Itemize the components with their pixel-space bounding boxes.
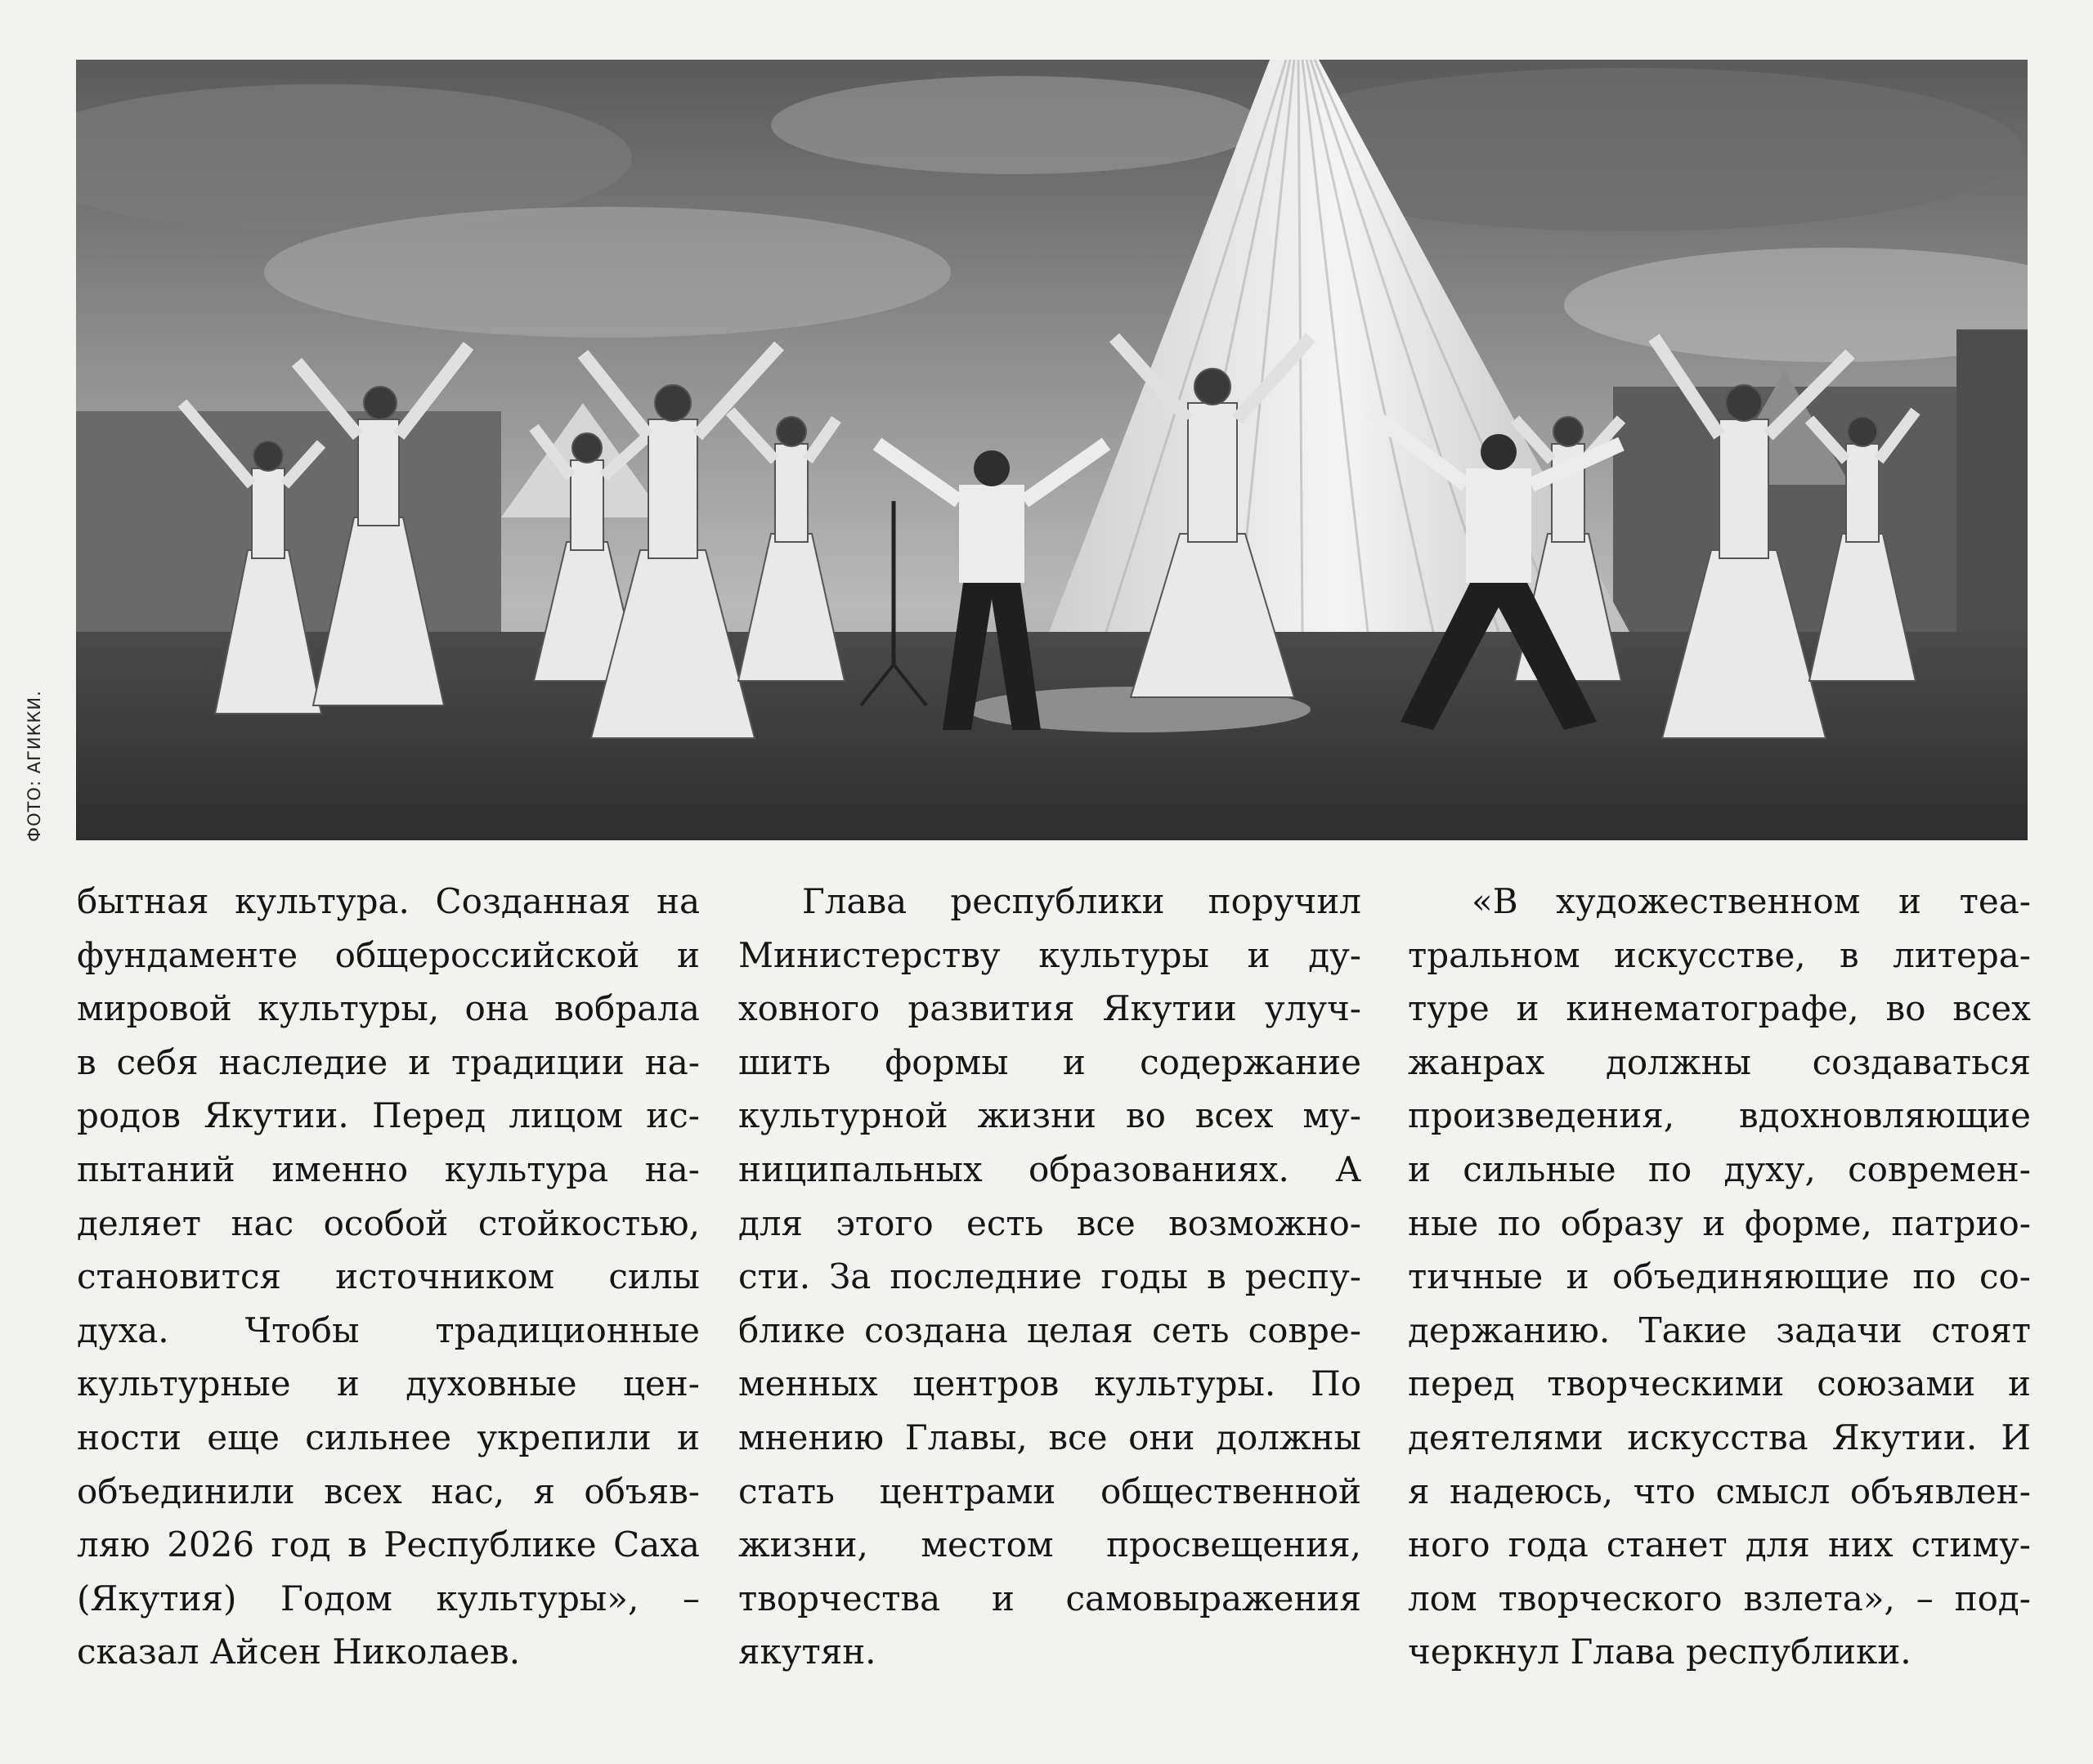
article-column-2	[738, 875, 1361, 1679]
text-line: культурной жизни во всех му-	[738, 1095, 1361, 1136]
text-line: объединили всех нас, я объяв-	[77, 1471, 700, 1511]
text-line: «В художественном и теа-	[1472, 881, 2031, 921]
text-line: мнению Главы, все они должны	[738, 1417, 1361, 1457]
text-line: становится источником силы	[77, 1256, 700, 1297]
text-line: тральном искусстве, в литера-	[1408, 934, 2031, 975]
text-line: ляю 2026 год в Республике Саха	[77, 1524, 700, 1565]
text-line: мировой культуры, она вобрала	[77, 988, 700, 1029]
text-line: перед творческими союзами и	[1408, 1363, 2031, 1404]
text-line: я надеюсь, что смысл объявлен-	[1408, 1471, 2031, 1511]
text-line: фундаменте общероссийской и	[77, 934, 700, 975]
text-line: произведения, вдохновляющие	[1408, 1095, 2031, 1136]
text-line: Министерству культуры и ду-	[738, 934, 1361, 975]
text-line: деляет нас особой стойкостью,	[77, 1202, 700, 1243]
text-line: блике создана целая сеть совре-	[738, 1310, 1361, 1350]
text-line: деятелями искусства Якутии. И	[1408, 1417, 2031, 1457]
text-line: шить формы и содержание	[738, 1041, 1361, 1082]
text-line: в себя наследие и традиции на-	[77, 1041, 700, 1082]
text-line: черкнул Глава республики.	[1408, 1632, 1911, 1672]
text-line: сти. За последние годы в респу-	[738, 1256, 1361, 1297]
text-line: пытаний именно культура на-	[77, 1148, 700, 1189]
text-line: и сильные по духу, современ-	[1408, 1148, 2031, 1189]
photo-credit: ФОТО: АГИККИ.	[25, 690, 44, 842]
text-line: ности еще сильнее укрепили и	[77, 1417, 700, 1457]
text-line: творчества и самовыражения	[738, 1578, 1361, 1618]
text-line: культурные и духовные цен-	[77, 1363, 700, 1404]
text-line: духа. Чтобы традиционные	[77, 1310, 700, 1350]
text-line: Глава республики поручил	[802, 881, 1361, 921]
text-line: родов Якутии. Перед лицом ис-	[77, 1095, 700, 1136]
article-photo	[76, 60, 2028, 840]
text-line: жизни, местом просвещения,	[738, 1524, 1361, 1565]
text-line: жанрах должны создаваться	[1408, 1041, 2031, 1082]
text-line: сказал Айсен Николаев.	[77, 1632, 521, 1672]
text-line: ные по образу и форме, патрио-	[1408, 1202, 2031, 1243]
text-line: ного года станет для них стиму-	[1408, 1524, 2031, 1565]
article-column-3	[1408, 875, 2031, 1679]
text-line: держанию. Такие задачи стоят	[1408, 1310, 2031, 1350]
text-line: бытная культура. Созданная на	[77, 881, 700, 921]
text-line: (Якутия) Годом культуры», –	[77, 1578, 700, 1618]
text-line: стать центрами общественной	[738, 1471, 1361, 1511]
text-line: якутян.	[738, 1632, 876, 1672]
article-column-1	[77, 875, 700, 1679]
text-line: лом творческого взлета», – под-	[1408, 1578, 2031, 1618]
text-line: менных центров культуры. По	[738, 1363, 1361, 1404]
dancers-photo-illustration	[76, 60, 2028, 840]
text-line: тичные и объединяющие по со-	[1408, 1256, 2031, 1297]
text-line: ниципальных образованиях. А	[738, 1148, 1361, 1189]
text-line: ховного развития Якутии улуч-	[738, 988, 1361, 1029]
text-line: туре и кинематографе, во всех	[1408, 988, 2031, 1029]
text-line: для этого есть все возможно-	[738, 1202, 1361, 1243]
